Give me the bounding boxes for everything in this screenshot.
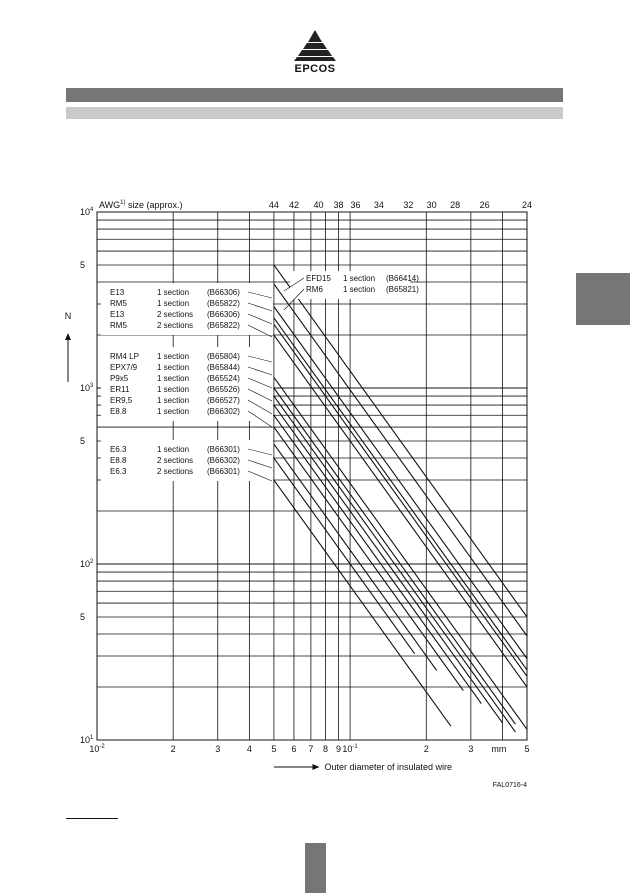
legend-core: RM4 LP [110,352,139,361]
awg-tick-label: 42 [288,200,299,210]
legend-part: (B66301) [207,467,240,476]
x-tick-label: 7 [308,744,314,754]
x-tick-label: 5 [524,744,530,754]
legend-sections: 1 section [157,374,190,383]
brand-name: EPCOS [294,63,336,75]
legend-part: (B65822) [207,299,240,308]
figure-code: FAL0716-4 [492,782,527,789]
legend-core: ER11 [110,385,130,394]
awg-tick-label: 40 [313,200,324,210]
legend-core: P9x5 [110,374,129,383]
legend-sections: 1 section [343,274,376,283]
y-tick-label: 5 [80,435,86,446]
x-axis-arrowhead [312,764,319,770]
legend-part: (B65526) [207,385,240,394]
legend-core: RM6 [306,285,323,294]
legend-part: (B66527) [207,396,240,405]
x-axis-label: Outer diameter of insulated wire [324,762,453,772]
legend-sections: 1 section [157,396,190,405]
y-axis-arrowhead [65,333,71,340]
legend-core: E6.3 [110,445,127,454]
legend-sections: 1 section [157,385,190,394]
legend-part: (B66414) [386,274,419,283]
x-tick-label: 9 [336,744,342,754]
awg-tick-label: 28 [450,200,461,210]
x-unit-label: mm [491,744,507,754]
x-tick-label: 3 [215,744,221,754]
legend-sections: 2 sections [157,310,194,319]
legend-core: RM5 [110,299,127,308]
page-number-box [305,843,326,893]
legend-part: (B66302) [207,456,240,465]
legend-sections: 1 section [157,299,190,308]
series-line-3 [274,307,527,659]
legend-sections: 2 sections [157,321,194,330]
y-tick-label: 5 [80,259,86,270]
x-tick-label: 6 [291,744,297,754]
legend-part: (B66306) [207,288,240,297]
legend-sections: 2 sections [157,456,194,465]
x-tick-label: $10^{-2}$ [89,744,105,754]
awg-tick-label: 26 [479,200,490,210]
legend-sections: 1 section [343,285,376,294]
legend-core: RM5 [110,321,127,330]
x-tick-label: 4 [246,744,252,754]
legend-core: E8.8 [110,407,127,416]
legend-core: EPX7/9 [110,363,138,372]
legend-part: (B65844) [207,363,240,372]
series-line-8 [274,388,516,724]
series-line-13 [274,444,437,670]
legend-part: (B66306) [207,310,240,319]
x-tick-label: $10^{-1}$ [342,744,358,754]
y-tick-label: $10^1$ [80,735,94,745]
series-line-11 [274,415,481,703]
legend-sections: 2 sections [157,467,194,476]
footnote-rule [66,818,118,819]
legend-sections: 1 section [157,288,190,297]
series-line-2 [274,284,527,636]
series-line-7 [274,377,527,729]
legend-core: E13 [110,288,125,297]
legend-sections: 1 section [157,445,190,454]
legend-part: (B66302) [207,407,240,416]
legend-sections: 1 section [157,407,190,416]
y-tick-label: $10^3$ [80,383,94,393]
series-line-14 [274,458,415,654]
awg-tick-label: 34 [373,200,384,210]
legend-core: EFD15 [306,274,331,283]
x-tick-label: 8 [323,744,329,754]
awg-tick-label: 32 [403,200,414,210]
legend-sections: 1 section [157,352,190,361]
x-tick-label: 2 [170,744,176,754]
legend-core: E6.3 [110,467,127,476]
series-line-5 [274,324,527,676]
awg-tick-label: 38 [333,200,344,210]
legend-part: (B65524) [207,374,240,383]
awg-title: AWG$^{1)}$ size (approx.) [99,200,183,210]
y-tick-label: $10^2$ [80,559,94,569]
legend [101,271,419,481]
y-tick-label: 5 [80,611,86,622]
legend-part: (B65821) [386,285,419,294]
legend-core: E8.8 [110,456,127,465]
y-axis-label: N [64,311,72,321]
legend-part: (B65822) [207,321,240,330]
awg-tick-label: 24 [521,200,533,210]
x-tick-label: 2 [423,744,429,754]
x-tick-label: 3 [468,744,474,754]
legend-core: ER9,5 [110,396,133,405]
x-tick-label: 5 [271,744,277,754]
legend-core: E13 [110,310,125,319]
awg-tick-label: 44 [268,200,279,210]
legend-sections: 1 section [157,363,190,372]
legend-part: (B65804) [207,352,240,361]
legend-part: (B66301) [207,445,240,454]
awg-tick-label: 36 [350,200,361,210]
y-tick-label: $10^4$ [80,207,94,217]
awg-tick-label: 30 [426,200,437,210]
